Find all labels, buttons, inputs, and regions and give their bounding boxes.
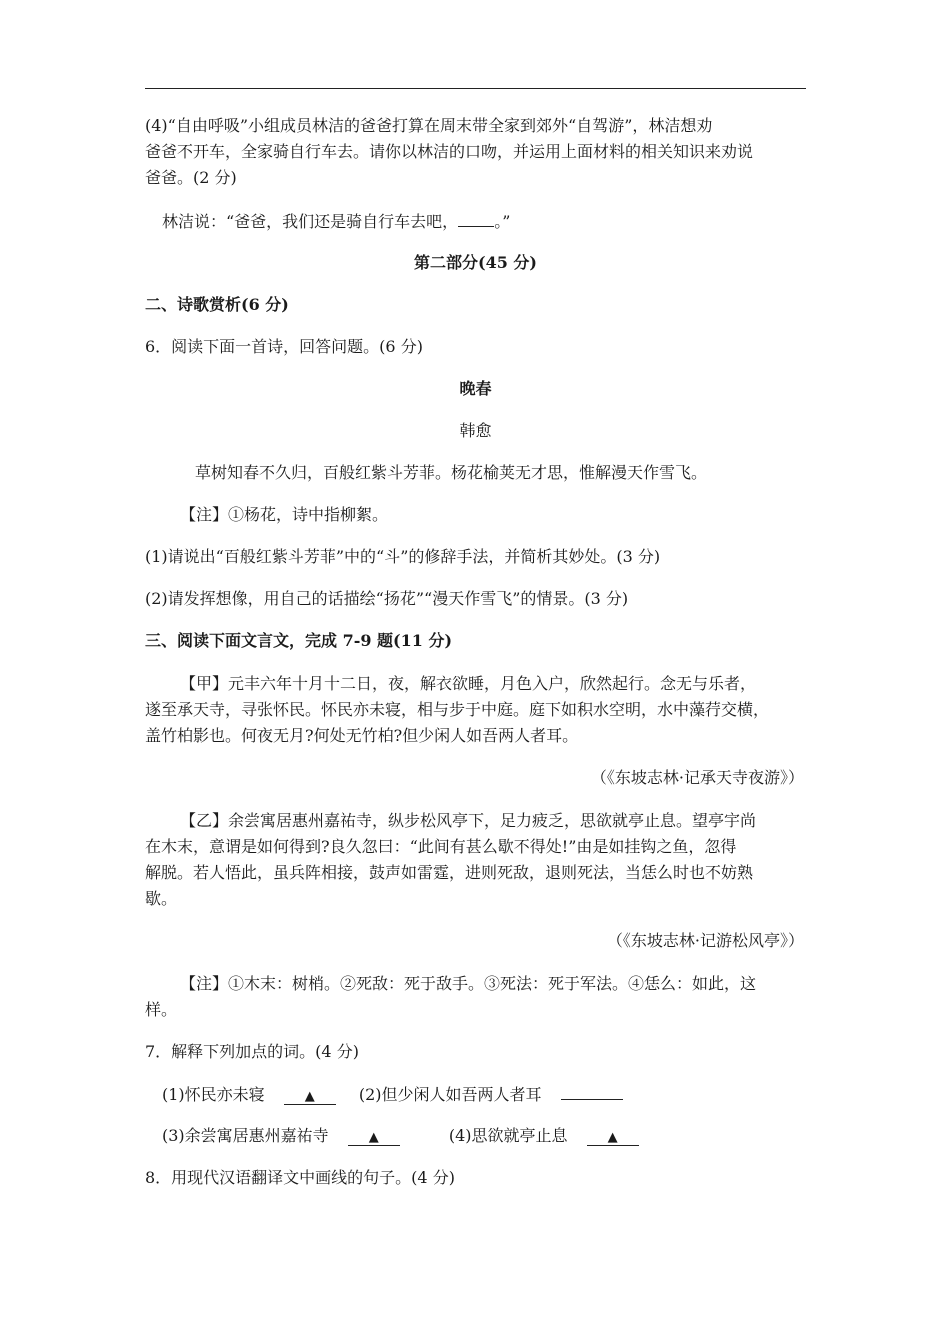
q4-line-3: 爸爸。(2 分) [145, 168, 237, 187]
q4-answer-prefix: 林洁说：“爸爸，我们还是骑自行车去吧， [162, 212, 459, 231]
section2-heading: 二、诗歌赏析(6 分) [145, 295, 289, 314]
q7-blank-2[interactable] [561, 1081, 623, 1100]
yi-line-3: 解脱。若人悟此，虽兵阵相接，鼓声如雷霆，进则死敌，退则死法，当恁么时也不妨熟 [145, 863, 754, 882]
q7-item-2: (2)但少闲人如吾两人者耳 [358, 1085, 542, 1104]
triangle-marker-icon: ▲ [607, 1130, 618, 1145]
q7-blank-4[interactable] [587, 1127, 639, 1146]
yi-source: （《东坡志林·记游松风亭》） [606, 931, 804, 950]
yi-line-4: 歇。 [145, 889, 178, 908]
q7-item-1: (1)怀民亦未寝 [162, 1085, 265, 1104]
q4-line-2: 爸爸不开车，全家骑自行车去。请你以林洁的口吻，并运用上面材料的相关知识来劝说 [145, 142, 754, 161]
wenyan-note-line-2: 样。 [145, 1000, 178, 1019]
q7-blank-1[interactable] [284, 1086, 336, 1105]
header-rule [145, 88, 806, 89]
poem-author: 韩愈 [459, 421, 492, 440]
q4-answer-blank[interactable] [458, 208, 494, 227]
q7-row-2 [162, 1123, 639, 1149]
poem-text: 草树知春不久归，百般红紫斗芳菲。杨花榆荚无才思，惟解漫天作雪飞。 [195, 463, 708, 482]
section3-heading: 三、阅读下面文言文，完成 7-9 题(11 分) [145, 631, 453, 650]
q7-blank-3[interactable] [348, 1127, 400, 1146]
q6-sub-2: (2)请发挥想像，用自己的话描绘“扬花”“漫天作雪飞”的情景。(3 分) [145, 589, 629, 608]
jia-line-2: 遂至承天寺，寻张怀民。怀民亦未寝，相与步于中庭。庭下如积水空明，水中藻荇交横， [145, 700, 770, 719]
q6-sub-1: (1)请说出“百般红紫斗芳菲”中的“斗”的修辞手法，并简析其妙处。(3 分) [145, 547, 661, 566]
q4-line-1: (4)“自由呼吸”小组成员林洁的爸爸打算在周末带全家到郊外“自驾游”，林洁想劝 [145, 116, 713, 135]
jia-source: （《东坡志林·记承天寺夜游》） [590, 768, 804, 787]
poem-title: 晚春 [459, 379, 492, 398]
q4-answer-suffix: 。” [494, 212, 511, 231]
part2-title: 第二部分(45 分) [414, 253, 537, 272]
yi-line-2: 在木末，意谓是如何得到?良久忽曰：“此间有甚么歇不得处!”由是如挂钩之鱼，忽得 [145, 837, 737, 856]
poem-note: 【注】①杨花，诗中指柳絮。 [180, 505, 389, 524]
triangle-marker-icon: ▲ [304, 1089, 315, 1104]
yi-line-1: 【乙】余尝寓居惠州嘉祐寺，纵步松风亭下，足力疲乏，思欲就亭止息。望亭宇尚 [180, 811, 757, 830]
q8-prompt: 8．用现代汉语翻译文中画线的句子。(4 分) [145, 1168, 455, 1187]
q4-answer-line [162, 208, 510, 235]
q7-item-3: (3)余尝寓居惠州嘉祐寺 [162, 1126, 329, 1145]
triangle-marker-icon: ▲ [368, 1130, 379, 1145]
wenyan-note-line-1: 【注】①木末：树梢。②死敌：死于敌手。③死法：死于军法。④恁么：如此，这 [180, 974, 757, 993]
q6-prompt: 6．阅读下面一首诗，回答问题。(6 分) [145, 337, 423, 356]
q7-prompt: 7．解释下列加点的词。(4 分) [145, 1042, 359, 1061]
jia-line-3: 盖竹柏影也。何夜无月?何处无竹柏?但少闲人如吾两人者耳。 [145, 726, 579, 745]
q7-item-4: (4)思欲就亭止息 [448, 1126, 568, 1145]
q7-row-1 [162, 1081, 623, 1108]
jia-line-1: 【甲】元丰六年十月十二日，夜，解衣欲睡，月色入户，欣然起行。念无与乐者， [180, 674, 757, 693]
